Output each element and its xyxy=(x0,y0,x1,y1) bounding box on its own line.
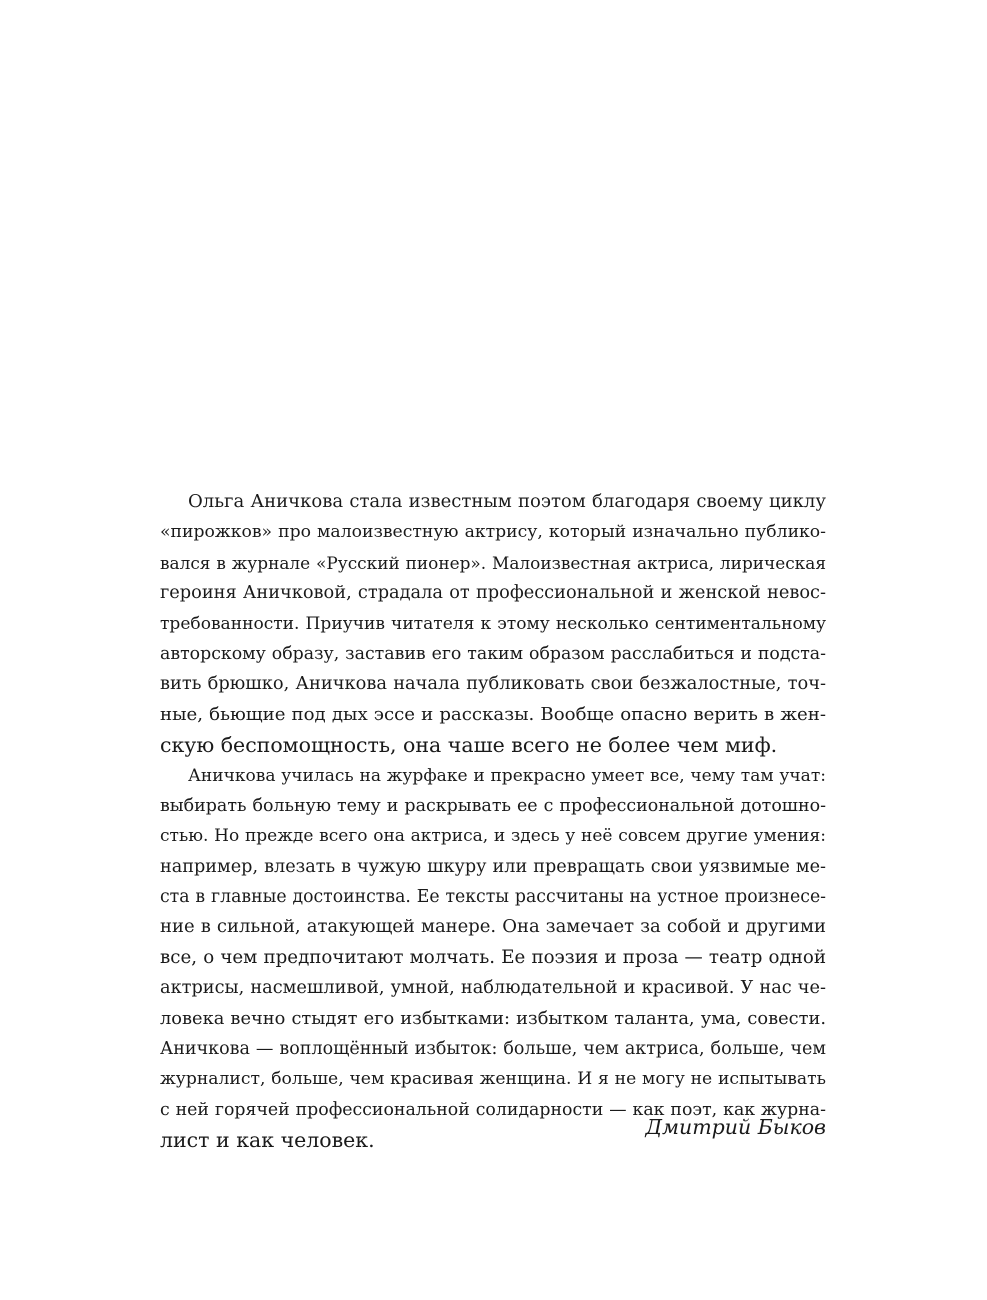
text-line: героиня Аничковой, страдала от профессиональной и женской невос- xyxy=(160,583,826,604)
text-line: Аничкова — воплощённый избыток: больше, чем актриса, больше, чем xyxy=(160,1039,826,1060)
text-line: ние в сильной, атакующей манере. Она замечает за собой и другими xyxy=(160,916,826,938)
essay-text xyxy=(160,487,826,1156)
text-line: ста в главные достоинства. Ее тексты рассчитаны на устное произнесе- xyxy=(160,887,826,908)
text-line: лист и как человек. xyxy=(160,1128,375,1153)
text-line: Аничкова училась на журфаке и прекрасно умеет все, чему там учат: xyxy=(188,765,826,786)
author-signature: Дмитрий Быков xyxy=(645,1115,826,1139)
text-line: журналист, больше, чем красивая женщина. И я не могу не испытывать xyxy=(160,1069,826,1090)
text-line: вить брюшко, Аничкова начала публиковать свои безжалостные, точ- xyxy=(160,673,826,695)
paragraph-1 xyxy=(160,487,826,761)
text-line: «пирожков» про малоизвестную актрису, который изначально публико- xyxy=(160,522,826,543)
text-line: например, влезать в чужую шкуру или превращать свои уязвимые ме- xyxy=(160,856,826,877)
text-line: стью. Но прежде всего она актриса, и здесь у неё совсем другие умения: xyxy=(160,826,826,847)
text-line: актрисы, насмешливой, умной, наблюдательной и красивой. У нас че- xyxy=(160,978,826,999)
text-line: ные, бьющие под дых эссе и рассказы. Вообще опасно верить в жен- xyxy=(160,703,826,725)
text-line: Ольга Аничкова стала известным поэтом благодаря своему циклу xyxy=(188,491,826,512)
paragraph-2 xyxy=(160,761,826,1156)
text-line: ловека вечно стыдят его избытками: избытком таланта, ума, совести. xyxy=(160,1007,826,1029)
text-line: с ней горячей профессиональной солидарности — как поэт, как журна- xyxy=(160,1099,826,1120)
text-line: требованности. Приучив читателя к этому несколько сентиментальному xyxy=(160,613,826,634)
text-line: все, о чем предпочитают молчать. Ее поэзия и проза — театр одной xyxy=(160,946,826,968)
text-line: выбирать больную тему и раскрывать ее с профессиональной дотошно- xyxy=(160,795,826,816)
text-line: авторскому образу, заставив его таким образом расслабиться и подста- xyxy=(160,643,826,664)
text-line: вался в журнале «Русский пионер». Малоизвестная актриса, лирическая xyxy=(160,552,826,573)
text-line: скую беспомощность, она чаше всего не более чем миф. xyxy=(160,733,778,758)
